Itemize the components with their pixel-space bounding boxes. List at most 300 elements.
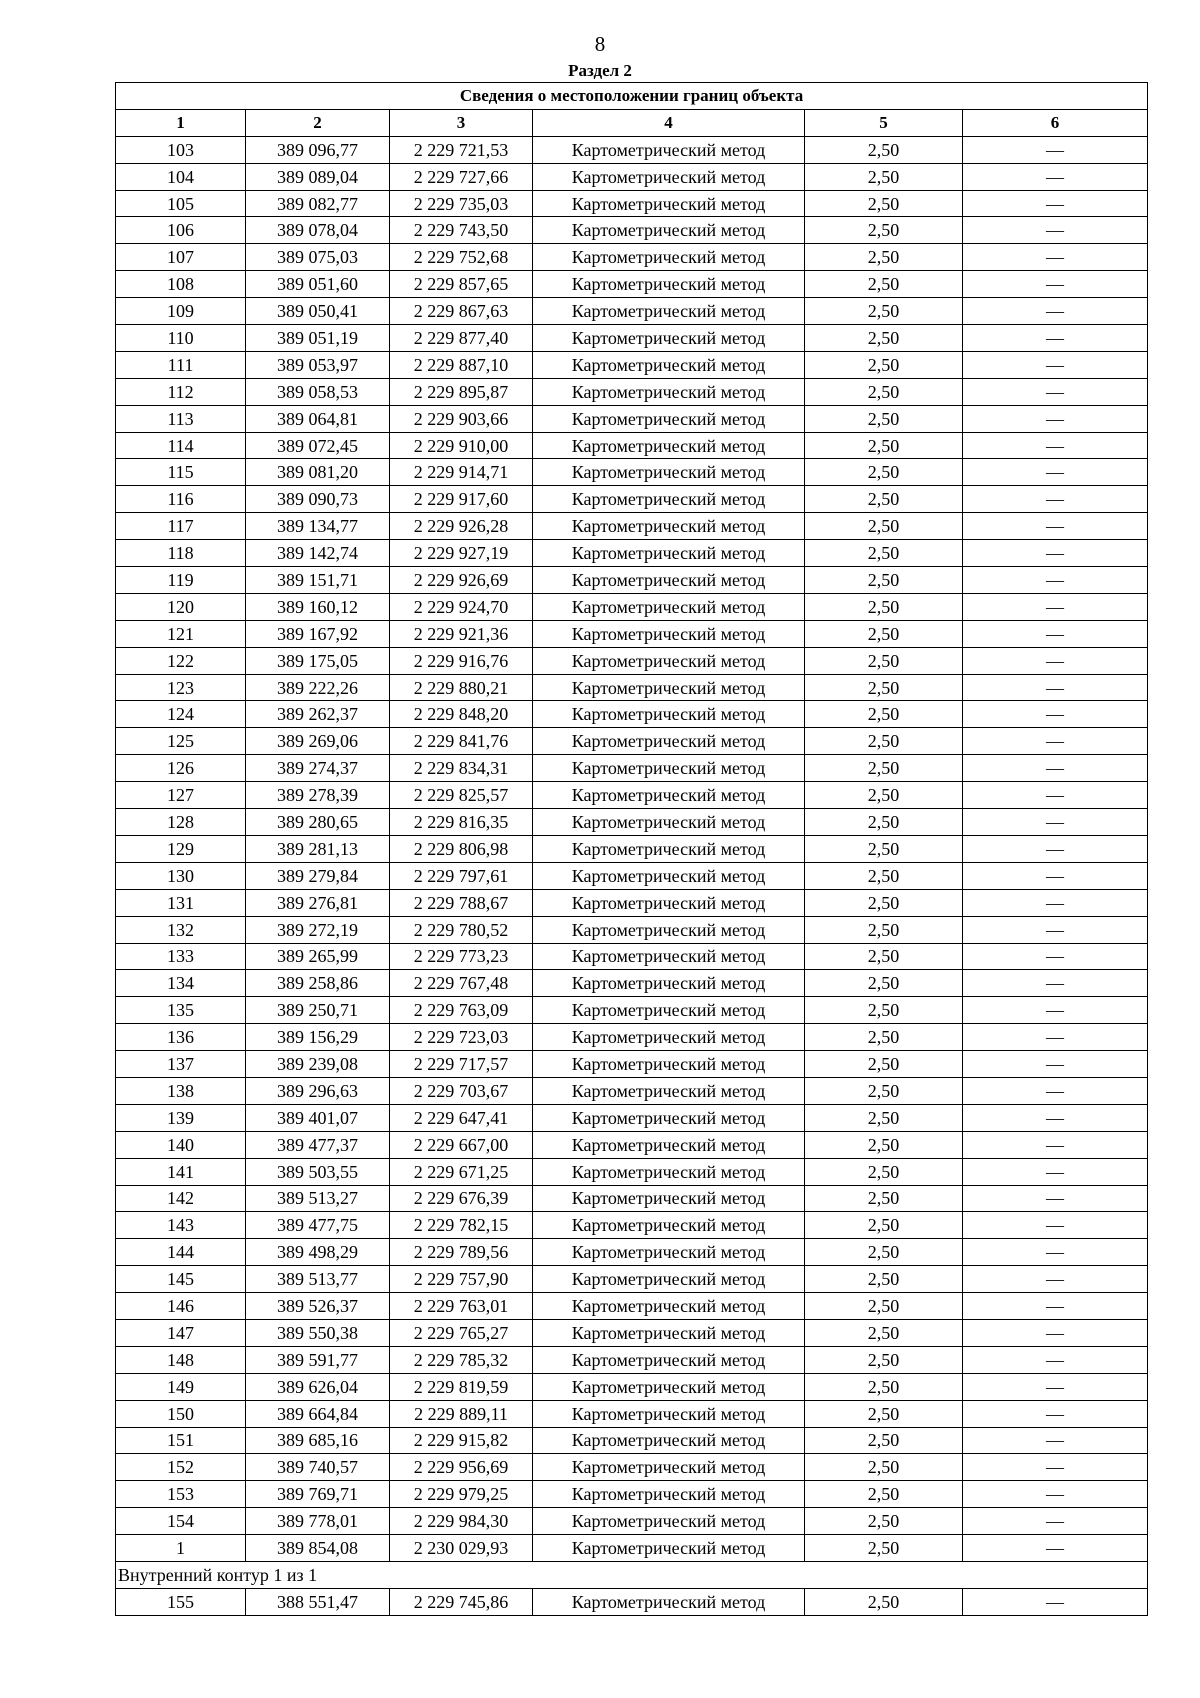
description-cell: — [963,405,1148,432]
accuracy-cell: 2,50 [805,647,963,674]
point-number-cell: 153 [116,1481,246,1508]
method-cell: Картометрический метод [533,835,805,862]
point-number-cell: 140 [116,1131,246,1158]
x-coordinate-cell: 389 513,77 [246,1266,390,1293]
point-number-cell: 118 [116,540,246,567]
accuracy-cell: 2,50 [805,513,963,540]
point-number-cell: 138 [116,1077,246,1104]
method-cell: Картометрический метод [533,1373,805,1400]
point-number-cell: 110 [116,325,246,352]
method-cell: Картометрический метод [533,916,805,943]
table-row [116,701,1148,728]
table-row [116,325,1148,352]
x-coordinate-cell: 389 281,13 [246,835,390,862]
method-cell: Картометрический метод [533,1131,805,1158]
table-row [116,674,1148,701]
y-coordinate-cell: 2 229 789,56 [390,1239,533,1266]
method-cell: Картометрический метод [533,271,805,298]
description-cell: — [963,325,1148,352]
accuracy-cell: 2,50 [805,351,963,378]
column-header: 1 [116,109,246,136]
accuracy-cell: 2,50 [805,1051,963,1078]
point-number-cell: 148 [116,1346,246,1373]
table-row [116,244,1148,271]
method-cell: Картометрический метод [533,1588,805,1615]
table-row [116,432,1148,459]
point-number-cell: 108 [116,271,246,298]
y-coordinate-cell: 2 230 029,93 [390,1535,533,1562]
x-coordinate-cell: 389 280,65 [246,809,390,836]
y-coordinate-cell: 2 229 917,60 [390,486,533,513]
method-cell: Картометрический метод [533,1158,805,1185]
point-number-cell: 115 [116,459,246,486]
column-header-row [116,109,1148,136]
x-coordinate-cell: 389 274,37 [246,755,390,782]
y-coordinate-cell: 2 229 924,70 [390,593,533,620]
point-number-cell: 146 [116,1293,246,1320]
x-coordinate-cell: 389 685,16 [246,1427,390,1454]
accuracy-cell: 2,50 [805,1373,963,1400]
point-number-cell: 1 [116,1535,246,1562]
y-coordinate-cell: 2 229 797,61 [390,862,533,889]
accuracy-cell: 2,50 [805,1131,963,1158]
description-cell: — [963,1508,1148,1535]
accuracy-cell: 2,50 [805,728,963,755]
method-cell: Картометрический метод [533,513,805,540]
method-cell: Картометрический метод [533,1024,805,1051]
x-coordinate-cell: 389 769,71 [246,1481,390,1508]
description-cell: — [963,1239,1148,1266]
description-cell: — [963,943,1148,970]
x-coordinate-cell: 389 051,60 [246,271,390,298]
description-cell: — [963,378,1148,405]
accuracy-cell: 2,50 [805,1454,963,1481]
point-number-cell: 104 [116,163,246,190]
accuracy-cell: 2,50 [805,1535,963,1562]
y-coordinate-cell: 2 229 667,00 [390,1131,533,1158]
y-coordinate-cell: 2 229 752,68 [390,244,533,271]
y-coordinate-cell: 2 229 848,20 [390,701,533,728]
table-row [116,647,1148,674]
x-coordinate-cell: 389 740,57 [246,1454,390,1481]
y-coordinate-cell: 2 229 914,71 [390,459,533,486]
description-cell: — [963,432,1148,459]
description-cell: — [963,351,1148,378]
y-coordinate-cell: 2 229 926,28 [390,513,533,540]
method-cell: Картометрический метод [533,620,805,647]
table-row [116,1051,1148,1078]
method-cell: Картометрический метод [533,1427,805,1454]
table-row [116,1293,1148,1320]
y-coordinate-cell: 2 229 735,03 [390,190,533,217]
accuracy-cell: 2,50 [805,1508,963,1535]
y-coordinate-cell: 2 229 780,52 [390,916,533,943]
point-number-cell: 143 [116,1212,246,1239]
accuracy-cell: 2,50 [805,782,963,809]
point-number-cell: 120 [116,593,246,620]
description-cell: — [963,1077,1148,1104]
method-cell: Картометрический метод [533,1185,805,1212]
method-cell: Картометрический метод [533,459,805,486]
y-coordinate-cell: 2 229 825,57 [390,782,533,809]
description-cell: — [963,728,1148,755]
table-row [116,1077,1148,1104]
accuracy-cell: 2,50 [805,432,963,459]
point-number-cell: 123 [116,674,246,701]
point-number-cell: 136 [116,1024,246,1051]
x-coordinate-cell: 389 276,81 [246,889,390,916]
description-cell: — [963,755,1148,782]
description-cell: — [963,1535,1148,1562]
table-title-row [116,83,1148,110]
point-number-cell: 121 [116,620,246,647]
section-title: Раздел 2 [568,61,632,80]
table-row [116,1481,1148,1508]
description-cell: — [963,835,1148,862]
point-number-cell: 139 [116,1104,246,1131]
method-cell: Картометрический метод [533,728,805,755]
table-row [116,755,1148,782]
table-row [116,1373,1148,1400]
method-cell: Картометрический метод [533,1535,805,1562]
y-coordinate-cell: 2 229 887,10 [390,351,533,378]
point-number-cell: 126 [116,755,246,782]
method-cell: Картометрический метод [533,163,805,190]
y-coordinate-cell: 2 229 721,53 [390,136,533,163]
point-number-cell: 114 [116,432,246,459]
accuracy-cell: 2,50 [805,970,963,997]
y-coordinate-cell: 2 229 806,98 [390,835,533,862]
y-coordinate-cell: 2 229 903,66 [390,405,533,432]
table-row [116,1266,1148,1293]
description-cell: — [963,190,1148,217]
table-row [116,835,1148,862]
inner-contour-rows [116,1588,1148,1615]
table-row [116,889,1148,916]
x-coordinate-cell: 389 258,86 [246,970,390,997]
description-cell: — [963,298,1148,325]
description-cell: — [963,244,1148,271]
accuracy-cell: 2,50 [805,701,963,728]
x-coordinate-cell: 389 175,05 [246,647,390,674]
point-number-cell: 119 [116,567,246,594]
table-row [116,728,1148,755]
inner-contour-section [116,1561,1148,1588]
y-coordinate-cell: 2 229 889,11 [390,1400,533,1427]
method-cell: Картометрический метод [533,351,805,378]
accuracy-cell: 2,50 [805,1212,963,1239]
point-number-cell: 127 [116,782,246,809]
x-coordinate-cell: 389 082,77 [246,190,390,217]
table-row [116,1319,1148,1346]
x-coordinate-cell: 389 167,92 [246,620,390,647]
x-coordinate-cell: 389 142,74 [246,540,390,567]
y-coordinate-cell: 2 229 743,50 [390,217,533,244]
accuracy-cell: 2,50 [805,1293,963,1320]
accuracy-cell: 2,50 [805,378,963,405]
description-cell: — [963,1212,1148,1239]
x-coordinate-cell: 389 081,20 [246,459,390,486]
point-number-cell: 150 [116,1400,246,1427]
description-cell: — [963,163,1148,190]
y-coordinate-cell: 2 229 757,90 [390,1266,533,1293]
method-cell: Картометрический метод [533,1051,805,1078]
method-cell: Картометрический метод [533,970,805,997]
point-number-cell: 122 [116,647,246,674]
method-cell: Картометрический метод [533,1346,805,1373]
table-title: Сведения о местоположении границ объекта [116,83,1148,110]
method-cell: Картометрический метод [533,1293,805,1320]
x-coordinate-cell: 389 053,97 [246,351,390,378]
y-coordinate-cell: 2 229 857,65 [390,271,533,298]
x-coordinate-cell: 389 278,39 [246,782,390,809]
inner-contour-label: Внутренний контур 1 из 1 [116,1561,1148,1588]
method-cell: Картометрический метод [533,809,805,836]
x-coordinate-cell: 389 626,04 [246,1373,390,1400]
description-cell: — [963,674,1148,701]
point-number-cell: 125 [116,728,246,755]
point-number-cell: 145 [116,1266,246,1293]
column-header: 4 [533,109,805,136]
point-number-cell: 137 [116,1051,246,1078]
x-coordinate-cell: 389 151,71 [246,567,390,594]
y-coordinate-cell: 2 229 979,25 [390,1481,533,1508]
x-coordinate-cell: 389 477,75 [246,1212,390,1239]
y-coordinate-cell: 2 229 834,31 [390,755,533,782]
y-coordinate-cell: 2 229 877,40 [390,325,533,352]
accuracy-cell: 2,50 [805,1185,963,1212]
method-cell: Картометрический метод [533,782,805,809]
y-coordinate-cell: 2 229 763,09 [390,997,533,1024]
x-coordinate-cell: 389 050,41 [246,298,390,325]
method-cell: Картометрический метод [533,943,805,970]
y-coordinate-cell: 2 229 910,00 [390,432,533,459]
point-number-cell: 131 [116,889,246,916]
x-coordinate-cell: 389 222,26 [246,674,390,701]
method-cell: Картометрический метод [533,190,805,217]
accuracy-cell: 2,50 [805,593,963,620]
page-number: 8 [594,32,606,56]
description-cell: — [963,1158,1148,1185]
x-coordinate-cell: 389 279,84 [246,862,390,889]
method-cell: Картометрический метод [533,862,805,889]
method-cell: Картометрический метод [533,298,805,325]
accuracy-cell: 2,50 [805,459,963,486]
point-number-cell: 144 [116,1239,246,1266]
table-row [116,1535,1148,1562]
method-cell: Картометрический метод [533,889,805,916]
method-cell: Картометрический метод [533,701,805,728]
y-coordinate-cell: 2 229 763,01 [390,1293,533,1320]
y-coordinate-cell: 2 229 926,69 [390,567,533,594]
accuracy-cell: 2,50 [805,1266,963,1293]
x-coordinate-cell: 389 513,27 [246,1185,390,1212]
point-number-cell: 147 [116,1319,246,1346]
description-cell: — [963,1400,1148,1427]
y-coordinate-cell: 2 229 984,30 [390,1508,533,1535]
description-cell: — [963,513,1148,540]
y-coordinate-cell: 2 229 703,67 [390,1077,533,1104]
point-number-cell: 152 [116,1454,246,1481]
method-cell: Картометрический метод [533,325,805,352]
point-number-cell: 103 [116,136,246,163]
accuracy-cell: 2,50 [805,997,963,1024]
y-coordinate-cell: 2 229 788,67 [390,889,533,916]
accuracy-cell: 2,50 [805,1346,963,1373]
y-coordinate-cell: 2 229 816,35 [390,809,533,836]
point-number-cell: 130 [116,862,246,889]
method-cell: Картометрический метод [533,405,805,432]
y-coordinate-cell: 2 229 915,82 [390,1427,533,1454]
table-row [116,1131,1148,1158]
accuracy-cell: 2,50 [805,674,963,701]
description-cell: — [963,916,1148,943]
accuracy-cell: 2,50 [805,405,963,432]
description-cell: — [963,567,1148,594]
x-coordinate-cell: 389 272,19 [246,916,390,943]
x-coordinate-cell: 389 072,45 [246,432,390,459]
accuracy-cell: 2,50 [805,1588,963,1615]
x-coordinate-cell: 389 550,38 [246,1319,390,1346]
x-coordinate-cell: 389 265,99 [246,943,390,970]
table-row [116,271,1148,298]
table-row [116,916,1148,943]
y-coordinate-cell: 2 229 647,41 [390,1104,533,1131]
description-cell: — [963,1131,1148,1158]
method-cell: Картометрический метод [533,1400,805,1427]
table-row [116,1588,1148,1615]
x-coordinate-cell: 388 551,47 [246,1588,390,1615]
accuracy-cell: 2,50 [805,755,963,782]
table-row [116,540,1148,567]
y-coordinate-cell: 2 229 727,66 [390,163,533,190]
description-cell: — [963,459,1148,486]
description-cell: — [963,889,1148,916]
y-coordinate-cell: 2 229 767,48 [390,970,533,997]
x-coordinate-cell: 389 064,81 [246,405,390,432]
method-cell: Картометрический метод [533,647,805,674]
y-coordinate-cell: 2 229 773,23 [390,943,533,970]
y-coordinate-cell: 2 229 819,59 [390,1373,533,1400]
accuracy-cell: 2,50 [805,1400,963,1427]
method-cell: Картометрический метод [533,540,805,567]
accuracy-cell: 2,50 [805,1427,963,1454]
table-row [116,1400,1148,1427]
x-coordinate-cell: 389 078,04 [246,217,390,244]
accuracy-cell: 2,50 [805,486,963,513]
accuracy-cell: 2,50 [805,298,963,325]
description-cell: — [963,997,1148,1024]
x-coordinate-cell: 389 051,19 [246,325,390,352]
description-cell: — [963,1481,1148,1508]
point-number-cell: 151 [116,1427,246,1454]
accuracy-cell: 2,50 [805,1481,963,1508]
accuracy-cell: 2,50 [805,1104,963,1131]
method-cell: Картометрический метод [533,432,805,459]
y-coordinate-cell: 2 229 723,03 [390,1024,533,1051]
description-cell: — [963,1373,1148,1400]
table-row [116,351,1148,378]
description-cell: — [963,1104,1148,1131]
x-coordinate-cell: 389 498,29 [246,1239,390,1266]
point-number-cell: 106 [116,217,246,244]
accuracy-cell: 2,50 [805,190,963,217]
accuracy-cell: 2,50 [805,835,963,862]
y-coordinate-cell: 2 229 916,76 [390,647,533,674]
accuracy-cell: 2,50 [805,325,963,352]
description-cell: — [963,1051,1148,1078]
method-cell: Картометрический метод [533,755,805,782]
table-row [116,782,1148,809]
table-row [116,1427,1148,1454]
method-cell: Картометрический метод [533,486,805,513]
table-row [116,1104,1148,1131]
point-number-cell: 116 [116,486,246,513]
method-cell: Картометрический метод [533,1212,805,1239]
x-coordinate-cell: 389 664,84 [246,1400,390,1427]
point-number-cell: 154 [116,1508,246,1535]
x-coordinate-cell: 389 090,73 [246,486,390,513]
x-coordinate-cell: 389 778,01 [246,1508,390,1535]
point-number-cell: 105 [116,190,246,217]
description-cell: — [963,217,1148,244]
point-number-cell: 109 [116,298,246,325]
accuracy-cell: 2,50 [805,862,963,889]
point-number-cell: 155 [116,1588,246,1615]
method-cell: Картометрический метод [533,997,805,1024]
method-cell: Картометрический метод [533,593,805,620]
y-coordinate-cell: 2 229 782,15 [390,1212,533,1239]
table-row [116,1454,1148,1481]
table-row [116,1158,1148,1185]
point-number-cell: 134 [116,970,246,997]
y-coordinate-cell: 2 229 671,25 [390,1158,533,1185]
description-cell: — [963,593,1148,620]
table-row [116,567,1148,594]
x-coordinate-cell: 389 134,77 [246,513,390,540]
description-cell: — [963,1024,1148,1051]
description-cell: — [963,1454,1148,1481]
table-row [116,163,1148,190]
table-row [116,1346,1148,1373]
table-row [116,620,1148,647]
description-cell: — [963,1346,1148,1373]
y-coordinate-cell: 2 229 895,87 [390,378,533,405]
method-cell: Картометрический метод [533,674,805,701]
y-coordinate-cell: 2 229 841,76 [390,728,533,755]
point-number-cell: 142 [116,1185,246,1212]
point-number-cell: 111 [116,351,246,378]
description-cell: — [963,486,1148,513]
table-row [116,809,1148,836]
y-coordinate-cell: 2 229 765,27 [390,1319,533,1346]
accuracy-cell: 2,50 [805,916,963,943]
y-coordinate-cell: 2 229 956,69 [390,1454,533,1481]
table-row [116,217,1148,244]
method-cell: Картометрический метод [533,136,805,163]
point-number-cell: 135 [116,997,246,1024]
y-coordinate-cell: 2 229 745,86 [390,1588,533,1615]
accuracy-cell: 2,50 [805,809,963,836]
table-row [116,970,1148,997]
y-coordinate-cell: 2 229 717,57 [390,1051,533,1078]
inner-contour-label-row [116,1561,1148,1588]
x-coordinate-cell: 389 160,12 [246,593,390,620]
y-coordinate-cell: 2 229 921,36 [390,620,533,647]
table-row [116,513,1148,540]
description-cell: — [963,271,1148,298]
method-cell: Картометрический метод [533,244,805,271]
